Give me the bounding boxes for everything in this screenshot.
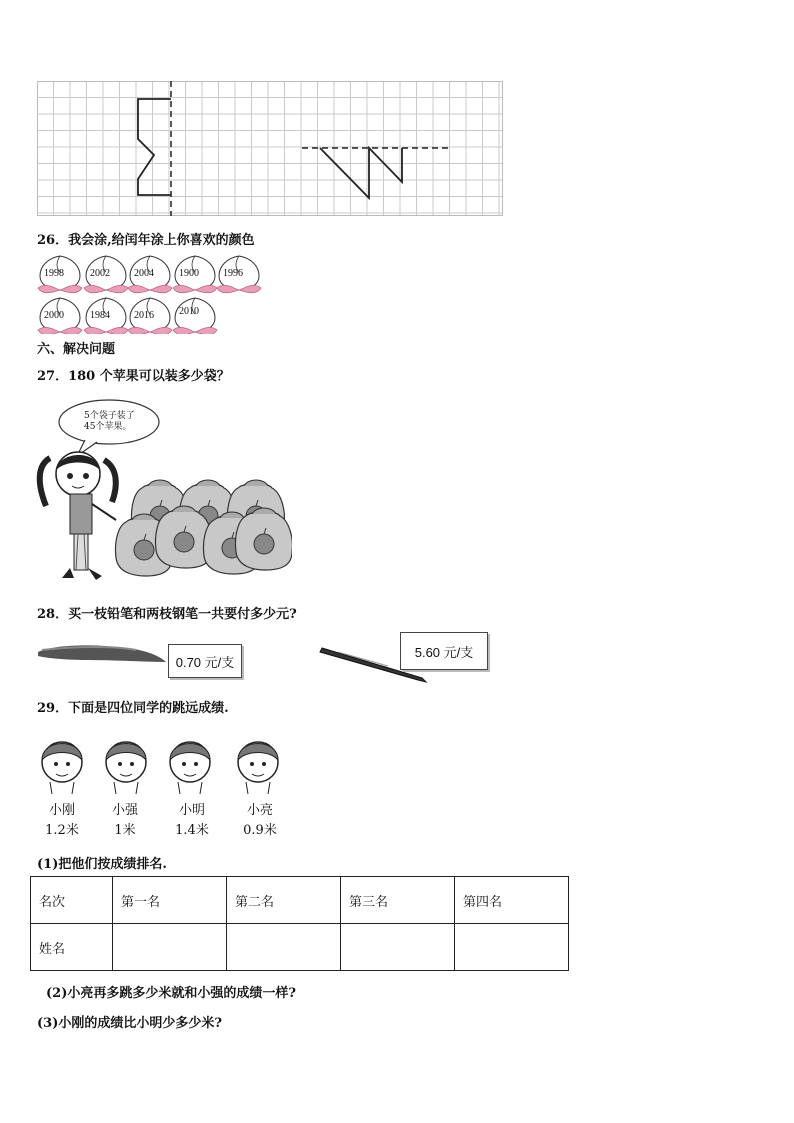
kid-xiaoming [170, 742, 210, 794]
peach-label: 2002 [90, 268, 110, 279]
kid-name: 小强 [111, 803, 138, 818]
kid-distance: 1.2米 [45, 823, 79, 838]
kid-name: 小亮 [246, 803, 273, 818]
speech-line: 45个苹果。 [84, 422, 132, 432]
kid-name: 小明 [178, 803, 205, 818]
subquestion-2: (2)小亮再多跳多少米就和小强的成绩一样? [46, 986, 296, 1001]
peach-group [36, 252, 266, 334]
answer-cell[interactable] [455, 924, 569, 971]
question-26: 26．我会涂,给闰年涂上你喜欢的颜色 [37, 233, 255, 248]
table-row [31, 877, 569, 924]
table-header-cell: 第二名 [227, 877, 341, 924]
table-header-cell: 第一名 [113, 877, 227, 924]
kid-name: 小刚 [48, 803, 75, 818]
answer-cell[interactable] [113, 924, 227, 971]
pen-price-tag: 5.60 元/支 [400, 632, 488, 670]
section-title: 六、解决问题 [37, 342, 116, 357]
kid-distance: 0.9米 [243, 823, 277, 838]
question-28: 28．买一枝铅笔和两枝钢笔一共要付多少元? [37, 607, 297, 622]
table-header-cell: 名次 [31, 877, 113, 924]
kid-distance: 1.4米 [175, 823, 209, 838]
question-27: 27．180 个苹果可以装多少袋？ [37, 369, 230, 384]
ranking-table [30, 876, 569, 971]
kids-illustration [36, 730, 296, 798]
pencil-icon [36, 638, 168, 668]
peach-label: 2004 [134, 268, 154, 279]
speech-line: 5个袋子装了 [84, 411, 135, 421]
speech-text [84, 411, 135, 433]
answer-cell[interactable] [341, 924, 455, 971]
kid-xiaoliang [238, 742, 278, 794]
kid-xiaoqiang [106, 742, 146, 794]
peach-label: 1996 [223, 268, 243, 279]
peach-label: 2010 [179, 306, 199, 317]
peach-label: 1984 [90, 310, 110, 321]
subquestion-3: (3)小刚的成绩比小明少多少米? [37, 1016, 222, 1031]
peach-label: 1998 [44, 268, 64, 279]
apple-sacks [112, 476, 292, 586]
symmetry-grid [37, 81, 503, 216]
peach-label: 1900 [179, 268, 199, 279]
table-row [31, 924, 569, 971]
kid-distance: 1米 [114, 823, 136, 838]
peach-label: 2016 [134, 310, 154, 321]
subquestion-1: (1)把他们按成绩排名. [37, 857, 167, 872]
kid-xiaogang [42, 742, 82, 794]
question-29: 29．下面是四位同学的跳远成绩. [37, 701, 229, 716]
answer-cell[interactable] [227, 924, 341, 971]
table-header-cell: 第三名 [341, 877, 455, 924]
right-half-figure [320, 148, 402, 198]
table-header-cell: 第四名 [455, 877, 569, 924]
pencil-price-tag: 0.70 元/支 [168, 644, 242, 678]
table-row-label: 姓名 [31, 924, 113, 971]
peach-label: 2000 [44, 310, 64, 321]
